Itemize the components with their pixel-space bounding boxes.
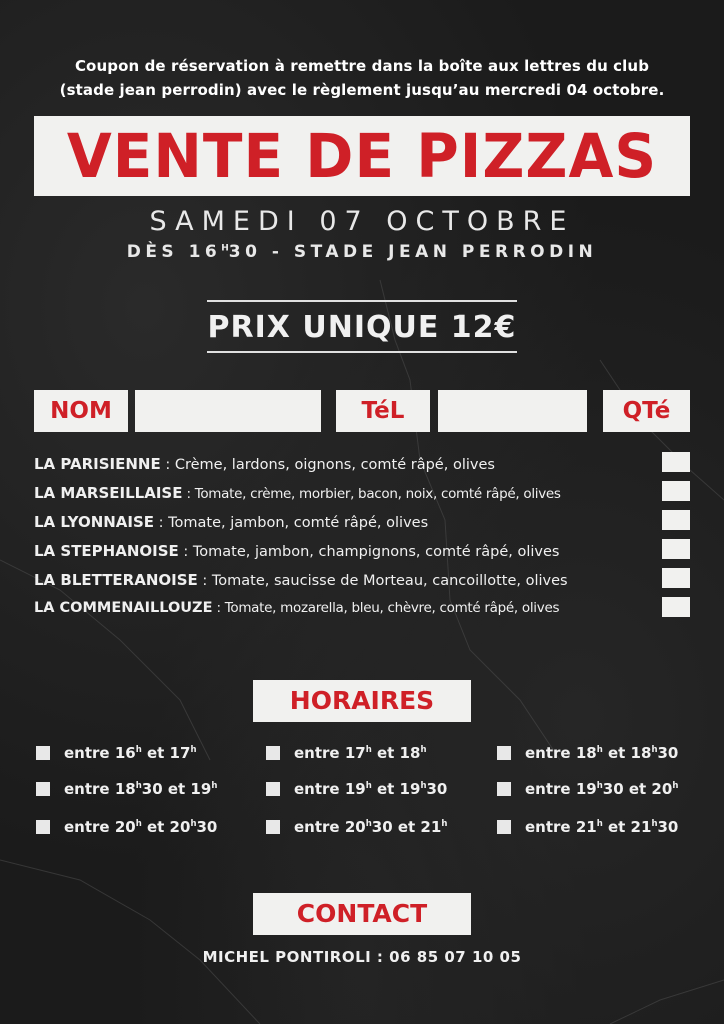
timeslot-label: [64, 744, 197, 762]
timeslot-label: [294, 818, 447, 836]
price-label: PRIX UNIQUE 12€: [207, 310, 517, 345]
timeslot-checkbox[interactable]: [36, 820, 50, 834]
event-date: SAMEDI 07 OCTOBRE: [149, 206, 575, 237]
pizza-quantity-box[interactable]: [662, 539, 690, 559]
hour-sup: h: [135, 745, 142, 755]
pizza-ingredients: : Tomate, jambon, champignons, comté râpé, olives: [178, 544, 560, 560]
slot-text: entre 21: [525, 818, 597, 836]
slot-text: et 17: [141, 744, 191, 762]
slot-text: entre 18: [64, 780, 136, 798]
pizza-name: LA LYONNAISE: [34, 513, 155, 531]
hour-sup: h: [365, 745, 372, 755]
timeslot-checkbox[interactable]: [266, 782, 280, 796]
slot-text: entre 17: [294, 744, 366, 762]
slot-text: entre 19: [525, 780, 597, 798]
slot-text: et 19: [371, 780, 421, 798]
timeslot-label: [294, 744, 427, 762]
pizza-item: [34, 513, 428, 531]
name-label: NOM: [50, 398, 112, 424]
hour-sup: h: [596, 819, 603, 829]
pizza-item: [34, 455, 495, 473]
pizza-item: [34, 600, 559, 616]
slot-text: et 18: [602, 744, 652, 762]
hour-sup: h: [135, 819, 142, 829]
reservation-instructions: [0, 54, 724, 102]
page-title: VENTE DE PIZZAS: [66, 120, 658, 192]
timeslot-label: [64, 818, 217, 836]
price-top-rule: [207, 300, 517, 302]
time-suffix: 30 - STADE JEAN PERRODIN: [228, 242, 598, 262]
slot-text: et 21: [602, 818, 652, 836]
slot-text: 30 et 21: [371, 818, 442, 836]
contact-title: CONTACT: [296, 899, 428, 928]
pizza-ingredients: : Tomate, saucisse de Morteau, cancoillotte, olives: [197, 573, 568, 589]
pizza-name: LA COMMENAILLOUZE: [34, 600, 213, 616]
hour-sup: h: [672, 781, 679, 791]
price-bottom-rule: [207, 351, 517, 353]
timeslot-checkbox[interactable]: [36, 746, 50, 760]
pizza-name: LA MARSEILLAISE: [34, 484, 183, 502]
pizza-quantity-box[interactable]: [662, 452, 690, 472]
hour-sup: h: [651, 819, 658, 829]
time-prefix: DÈS 16: [126, 242, 222, 262]
timeslot-label: [525, 780, 678, 798]
slot-text: et 18: [371, 744, 421, 762]
slot-text: 30 et 19: [141, 780, 212, 798]
hour-sup: h: [190, 745, 197, 755]
timeslot-checkbox[interactable]: [266, 820, 280, 834]
hour-sup: h: [596, 745, 603, 755]
pizza-quantity-box[interactable]: [662, 481, 690, 501]
timeslot-checkbox[interactable]: [497, 782, 511, 796]
slot-text: 30: [196, 818, 218, 836]
hour-sup: h: [441, 819, 448, 829]
timeslot-checkbox[interactable]: [266, 746, 280, 760]
pizza-quantity-box[interactable]: [662, 510, 690, 530]
time-sup: H: [221, 243, 229, 254]
timeslot-checkbox[interactable]: [497, 746, 511, 760]
intro-line-2: (stade jean perrodin) avec le règlement jusqu’au mercredi 04 octobre.: [59, 81, 665, 99]
pizza-ingredients: : Tomate, crème, morbier, bacon, noix, comté râpé, olives: [182, 486, 561, 502]
slot-text: 30: [426, 780, 448, 798]
pizza-ingredients: : Tomate, jambon, comté râpé, olives: [154, 515, 429, 531]
quantity-label: QTé: [622, 398, 671, 424]
hour-sup: h: [365, 781, 372, 791]
timeslot-label: [525, 818, 678, 836]
slot-text: et 20: [141, 818, 191, 836]
slot-text: entre 20: [64, 818, 136, 836]
slot-text: 30: [657, 818, 679, 836]
pizza-ingredients: : Crème, lardons, oignons, comté râpé, olives: [160, 457, 495, 473]
timeslot-checkbox[interactable]: [36, 782, 50, 796]
event-time-location: [0, 242, 724, 262]
timeslot-label: [525, 744, 678, 762]
intro-line-1: Coupon de réservation à remettre dans la boîte aux lettres du club: [74, 57, 650, 75]
hour-sup: h: [190, 819, 197, 829]
slot-text: entre 19: [294, 780, 366, 798]
hour-sup: h: [420, 781, 427, 791]
contact-details: MICHEL PONTIROLI : 06 85 07 10 05: [202, 948, 522, 966]
pizza-name: LA PARISIENNE: [34, 455, 161, 473]
pizza-name: LA STEPHANOISE: [34, 542, 179, 560]
pizza-quantity-box[interactable]: [662, 597, 690, 617]
hour-sup: h: [135, 781, 142, 791]
slot-text: entre 20: [294, 818, 366, 836]
hour-sup: h: [596, 781, 603, 791]
slot-text: entre 16: [64, 744, 136, 762]
pizza-item: [34, 571, 568, 589]
horaires-title: HORAIRES: [289, 686, 435, 715]
pizza-name: LA BLETTERANOISE: [34, 571, 198, 589]
hour-sup: h: [651, 745, 658, 755]
pizza-ingredients: : Tomate, mozarella, bleu, chèvre, comté râpé, olives: [212, 600, 560, 616]
hour-sup: h: [211, 781, 218, 791]
name-input[interactable]: [135, 390, 321, 432]
phone-label: TéL: [361, 398, 405, 424]
timeslot-checkbox[interactable]: [497, 820, 511, 834]
pizza-item: [34, 484, 561, 502]
timeslot-label: [64, 780, 217, 798]
phone-input[interactable]: [438, 390, 587, 432]
slot-text: 30 et 20: [602, 780, 673, 798]
timeslot-label: [294, 780, 447, 798]
hour-sup: h: [365, 819, 372, 829]
slot-text: entre 18: [525, 744, 597, 762]
pizza-item: [34, 542, 559, 560]
pizza-quantity-box[interactable]: [662, 568, 690, 588]
hour-sup: h: [420, 745, 427, 755]
slot-text: 30: [657, 744, 679, 762]
